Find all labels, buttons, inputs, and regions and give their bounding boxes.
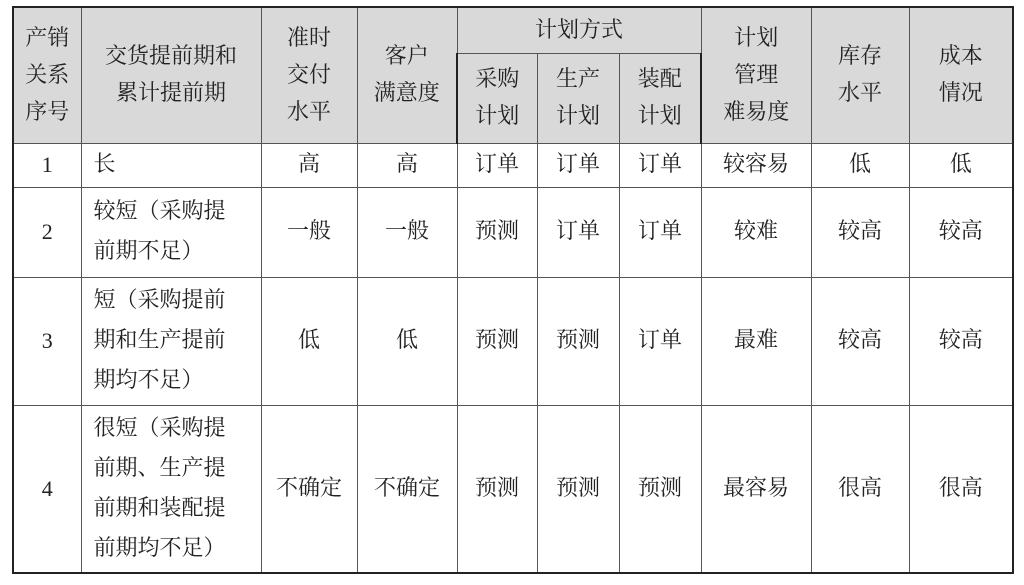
header-lead-time: 交货提前期和 累计提前期 [81,7,261,143]
cell-cost: 较高 [909,277,1013,405]
cell-purchase-plan: 预测 [457,405,537,573]
cell-cost: 较高 [909,187,1013,277]
cell-difficulty: 较容易 [701,143,811,187]
cell-inventory: 低 [811,143,909,187]
cell-difficulty: 最容易 [701,405,811,573]
header-inventory: 库存 水平 [811,7,909,143]
cell-inventory: 较高 [811,277,909,405]
cell-production-plan: 预测 [537,405,619,573]
cell-on-time: 低 [261,277,357,405]
header-id: 产销 关系 序号 [13,7,81,143]
header-assembly-plan: 装配 计划 [619,53,701,143]
table-row [13,143,1013,187]
cell-satisfaction: 高 [357,143,457,187]
cell-inventory: 很高 [811,405,909,573]
table-row [13,405,1013,573]
cell-id: 3 [13,277,81,405]
cell-production-plan: 预测 [537,277,619,405]
cell-id: 4 [13,405,81,573]
cell-on-time: 一般 [261,187,357,277]
cell-id: 2 [13,187,81,277]
table-row [13,277,1013,405]
cell-purchase-plan: 订单 [457,143,537,187]
header-on-time: 准时 交付 水平 [261,7,357,143]
cell-cost: 很高 [909,405,1013,573]
cell-assembly-plan: 订单 [619,143,701,187]
table-row [13,187,1013,277]
header-planning-method: 计划方式 [457,7,701,53]
cell-lead-time: 长 [81,143,261,187]
header-production-plan: 生产 计划 [537,53,619,143]
cell-lead-time: 短（采购提前 期和生产提前 期均不足） [81,277,261,405]
cell-satisfaction: 低 [357,277,457,405]
cell-id: 1 [13,143,81,187]
header-difficulty: 计划 管理 难易度 [701,7,811,143]
cell-difficulty: 最难 [701,277,811,405]
cell-satisfaction: 不确定 [357,405,457,573]
header-cost: 成本 情况 [909,7,1013,143]
cell-lead-time: 较短（采购提 前期不足） [81,187,261,277]
cell-inventory: 较高 [811,187,909,277]
cell-cost: 低 [909,143,1013,187]
header-purchase-plan: 采购 计划 [457,53,537,143]
cell-assembly-plan: 订单 [619,277,701,405]
cell-assembly-plan: 订单 [619,187,701,277]
header-satisfaction: 客户 满意度 [357,7,457,143]
cell-purchase-plan: 预测 [457,277,537,405]
cell-production-plan: 订单 [537,187,619,277]
cell-difficulty: 较难 [701,187,811,277]
cell-on-time: 不确定 [261,405,357,573]
plan-comparison-table [12,6,1014,574]
cell-production-plan: 订单 [537,143,619,187]
cell-satisfaction: 一般 [357,187,457,277]
cell-lead-time: 很短（采购提 前期、生产提 前期和装配提 前期均不足） [81,405,261,573]
cell-purchase-plan: 预测 [457,187,537,277]
cell-on-time: 高 [261,143,357,187]
cell-assembly-plan: 预测 [619,405,701,573]
